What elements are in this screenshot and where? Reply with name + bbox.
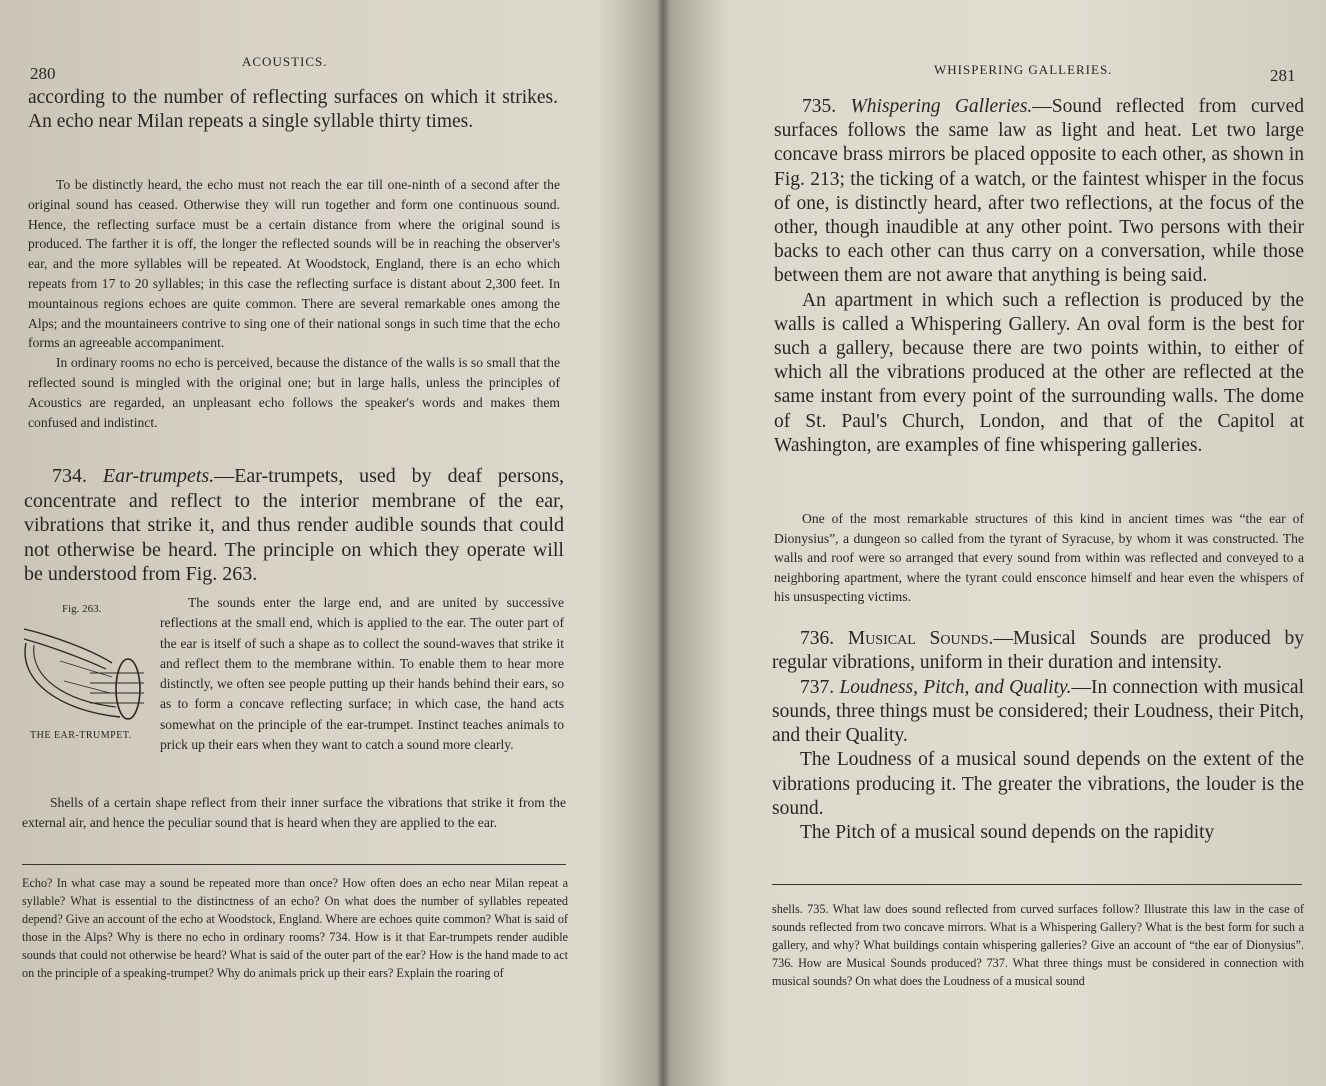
right-page [668, 0, 1326, 1086]
page-number: 281 [1270, 66, 1296, 85]
section-text: —Musical Sounds are produced by regular vibrations, uniform in their duration and intensity. [772, 628, 1304, 674]
paragraph-small: One of the most remarkable structures of this kind in ancient times was “the ear of Dionysius”, a dungeon so called from the tyrant of Syracuse, by whom it was constructed. The walls and roof were so arranged that every sound from within was reflected and conveyed to a neighboring apartment, where the tyrant could ensconce himself and hear even the whispers of his unsuspecting victims. [774, 511, 1304, 605]
section-735 [774, 95, 1304, 458]
left-page [0, 0, 660, 1086]
section-text: —Sound reflected from curved surfaces follows the same law as light and heat. Let two large concave brass mirrors be placed opposite to each other, as shown in Fig. 213; the ticking of a watch, or the faintest whisper in the focus of one, is distinctly heard, after two reflections, at the focus of the other, though inaudible at any other point. Two persons with their backs to each other can thus carry on a conversation, while those between them are not aware that anything is being said. [774, 96, 1305, 287]
ear-trumpet-illustration [20, 621, 155, 731]
section-text: —In connection with musical sounds, three things must be considered; their Loudness, their Pitch, and their Quality. [772, 676, 1304, 747]
figure-ear-trumpet [20, 603, 155, 743]
figure-label: Fig. 263. [62, 603, 102, 615]
footnote-rule [772, 884, 1302, 885]
section-paragraph [772, 676, 1304, 749]
questions-text: Echo? In what case may a sound be repeated more than once? How often does an echo near Milan repeat a syllable? What is essential to the distinctness of an echo? On what does the number of syllables repeated depend? Give an account of the echo at Woodstock, England. Where are echoes quite common? What is said of those in the Alps? Why is there no echo in ordinary rooms? 734. How is it that Ear-trumpets render audible sounds that could not otherwise be heard? What is said of the outer part of the ear? How is the hand made to act on the principle of a speaking-trumpet? Why do animals prick up their ears? Explain the roaring of [22, 876, 568, 980]
paragraph-small: In ordinary rooms no echo is perceived, because the distance of the walls is so small that the reflected sound is mingled with the original one; but in large halls, unless the principles of Acoustics are regarded, an unpleasant echo follows the speaker's words and makes them confused and indistinct. [28, 355, 560, 430]
review-questions [772, 900, 1304, 990]
questions-text: shells. 735. What law does sound reflected from curved surfaces follow? Illustrate this law in the case of sounds reflected from two concave mirrors. What is a Whispering Gallery? What is the best form for such a gallery, and why? What buildings contain whispering galleries? Give an account of “the ear of Dionysius”. 736. How are Musical Sounds produced? 737. What three things must be considered in connection with musical sounds? On what does the Loudness of a musical sound [772, 902, 1304, 988]
paragraph-small: To be distinctly heard, the echo must not reach the ear till one-ninth of a second after the original sound has ceased. Otherwise they will run together and form one continuous sound. Hence, the reflecting surface must be a certain distance from where the original sound is produced. The farther it is off, the longer the reflected sounds will be in reaching the observer's ear, and the more syllables will be repeated. At Woodstock, England, there is an echo which repeats from 17 to 20 syllables; in this case the reflecting surface is distant about 2,300 feet. In mountainous regions echoes are quite common. There are several remarkable ones among the Alps; and the mountaineers contrive to sing one of their national songs in such time that the echo forms an agreeable accompaniment. [28, 177, 560, 351]
paragraph: The Loudness of a musical sound depends on the extent of the vibrations producing it. The greater the vibrations, the louder is the sound. [772, 749, 1304, 820]
running-head: ACOUSTICS. [242, 54, 328, 69]
small-text-beside-figure [160, 593, 564, 755]
running-head: WHISPERING GALLERIES. [934, 62, 1113, 77]
section-paragraph [774, 95, 1304, 289]
small-text-shells [22, 793, 566, 833]
section-paragraph [24, 464, 564, 587]
section-734 [24, 464, 564, 587]
paragraph-small: The sounds enter the large end, and are united by successive reflections at the small end, which is applied to the ear. The outer part of the ear is itself of such a shape as to collect the sound-waves that strike it and reflect them to the membrane within. To enable them to hear more distinctly, we often see people putting up their hands behind their ears, so as to form a concave reflecting surface; in which case, the hand acts somewhat on the principle of the ear-trumpet. Instinct teaches animals to prick up their ears when they want to catch a sound more clearly. [160, 595, 564, 753]
section-paragraph [772, 627, 1304, 676]
figure-caption: THE EAR-TRUMPET. [30, 730, 132, 741]
paragraph-small: Shells of a certain shape reflect from their inner surface the vibrations that strike it from the external air, and hence the peculiar sound that is heard when they are applied to the ear. [22, 795, 566, 830]
paragraph: according to the number of reflecting surfaces on which it strikes. An echo near Milan repeats a single syllable thirty times. [28, 87, 558, 132]
section-number: 736. [800, 628, 835, 649]
sections-736-737 [772, 627, 1304, 846]
review-questions [22, 874, 568, 982]
footnote-rule [22, 864, 566, 865]
paragraph: An apartment in which such a reflection is produced by the walls is called a Whispering Gallery. An oval form is the best for such a gallery, because there are two points within, to either of which all the vibrations produced at the other are reflected at the same instant from every point of the surrounding walls. The dome of St. Paul's Church, London, and that of the Capitol at Washington, are examples of fine whispering galleries. [774, 289, 1304, 456]
paragraph: The Pitch of a musical sound depends on the rapidity [800, 822, 1215, 844]
small-text-dionysius [774, 509, 1304, 607]
section-heading: Loudness, Pitch, and Quality. [839, 676, 1072, 698]
section-number: 737. [800, 676, 835, 698]
body-text-top [28, 86, 558, 134]
small-text-block [28, 175, 560, 432]
section-heading: Whispering Galleries. [850, 96, 1033, 117]
section-text: —Ear-trumpets, used by deaf persons, concentrate and reflect to the interior membrane of the ear, vibrations that strike it, and thus render audible sounds that could not otherwise be heard. The principle on which they operate will be understood from Fig. 263. [24, 465, 565, 585]
section-heading: Musical Sounds. [847, 628, 994, 649]
page-number: 280 [30, 64, 56, 83]
section-heading: Ear-trumpets. [102, 465, 215, 487]
section-number: 734. [52, 465, 87, 487]
section-number: 735. [802, 96, 837, 117]
